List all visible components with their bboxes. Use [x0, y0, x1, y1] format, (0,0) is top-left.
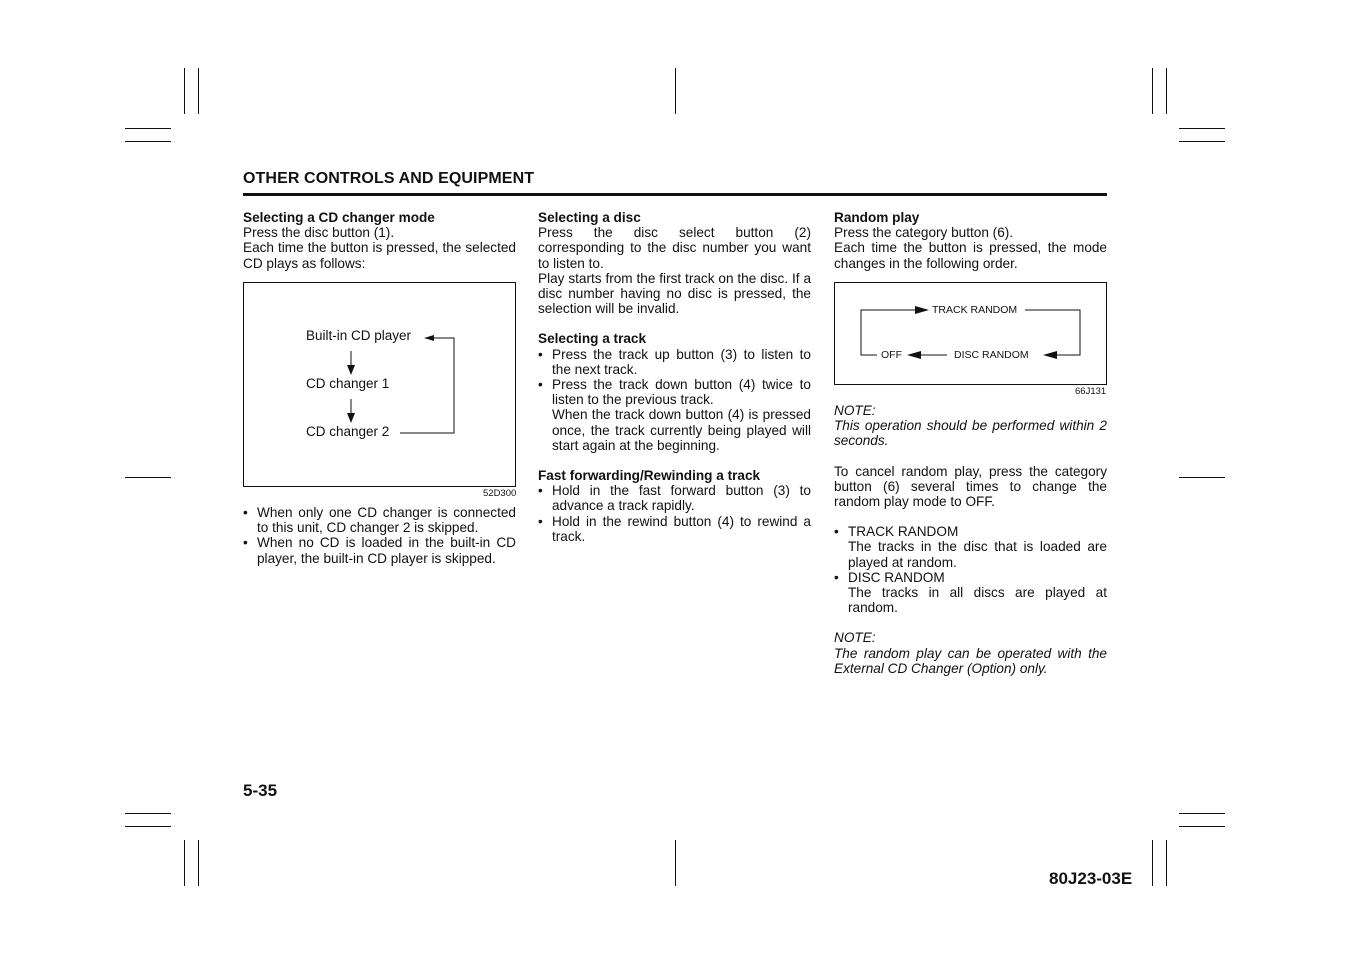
- document-code: 80J23-03E: [1049, 869, 1133, 888]
- figure-cd-order: [243, 282, 516, 487]
- heading-fast-forward: Fast forwarding/Rewinding a track: [538, 468, 761, 484]
- list-item-description: The tracks in the disc that is loaded are played at random.: [848, 539, 1107, 570]
- column-disc-track: [538, 210, 811, 544]
- label-disc-random: DISC RANDOM: [954, 349, 1029, 361]
- column-cd-changer-notes: [243, 505, 516, 566]
- list-item: • Press the track down button (4) twice to listen to the previous track.: [538, 377, 811, 408]
- header-rule: [243, 193, 1107, 196]
- list-item: • DISC RANDOM: [834, 569, 945, 585]
- figure-id: 66J131: [1075, 386, 1107, 397]
- heading-selecting-track: Selecting a track: [538, 331, 647, 347]
- list-item: • When no CD is loaded in the built-in CD player, the built-in CD player is skipped.: [243, 535, 516, 566]
- list-item-continuation: When the track down button (4) is pressed once, the track currently being played will start again at the beginning.: [552, 407, 811, 453]
- note-text: The random play can be operated with the External CD Changer (Option) only.: [834, 645, 1107, 676]
- heading-random-play: Random play: [834, 210, 920, 225]
- list-item-description: The tracks in all discs are played at random.: [848, 585, 1107, 616]
- label-off: OFF: [881, 349, 902, 361]
- label-cd-changer-1: CD changer 1: [306, 376, 390, 391]
- note-label: NOTE:: [834, 630, 876, 646]
- label-builtin-cd-player: Built-in CD player: [306, 328, 412, 343]
- instruction-text: Press the category button (6).: [834, 225, 1014, 241]
- flow-arrows: [244, 283, 515, 486]
- heading-selecting-disc: Selecting a disc: [538, 210, 641, 225]
- section-title: OTHER CONTROLS AND EQUIPMENT: [243, 170, 535, 187]
- paragraph-text: To cancel random play, press the category button (6) several times to change the random play mode to OFF.: [834, 463, 1107, 510]
- figure-random-modes: [834, 282, 1107, 385]
- column-random-play: [834, 210, 1107, 271]
- heading-cd-changer-mode: Selecting a CD changer mode: [243, 210, 435, 225]
- page-number: 5-35: [243, 781, 278, 800]
- label-cd-changer-2: CD changer 2: [306, 424, 390, 439]
- column-cd-changer-mode: [243, 210, 516, 271]
- figure-id: 52D300: [483, 488, 517, 499]
- paragraph-text: Play starts from the first track on the disc. If a disc number having no disc is pressed, the selection will be invalid.: [538, 270, 811, 317]
- paragraph-text: Each time the button is pressed, the selected CD plays as follows:: [243, 240, 516, 271]
- label-track-random: TRACK RANDOM: [932, 304, 1018, 316]
- list-item: • Hold in the fast forward button (3) to advance a track rapidly.: [538, 483, 811, 514]
- column-random-notes: [834, 403, 1107, 676]
- paragraph-text: Press the disc select button (2) corresponding to the disc number you want to listen to.: [538, 225, 811, 271]
- instruction-text: Press the disc button (1).: [243, 225, 395, 241]
- note-text: This operation should be performed within 2 seconds.: [834, 418, 1107, 449]
- paragraph-text: Each time the button is pressed, the mode changes in the following order.: [834, 240, 1107, 271]
- note-label: NOTE:: [834, 403, 876, 418]
- list-item: • When only one CD changer is connected to this unit, CD changer 2 is skipped.: [243, 505, 516, 536]
- list-item: • TRACK RANDOM: [834, 524, 959, 540]
- list-item: • Press the track up button (3) to listen to the next track.: [538, 346, 811, 377]
- list-item: • Hold in the rewind button (4) to rewind a track.: [538, 513, 811, 544]
- mode-cycle-arrows: [835, 283, 1106, 384]
